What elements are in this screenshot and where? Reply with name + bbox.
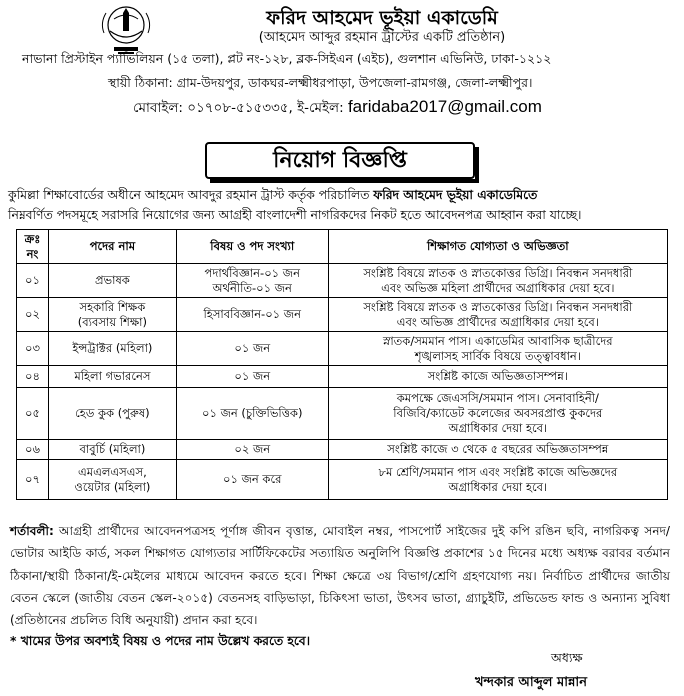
qualification-cell: সংশ্লিষ্ট বিষয়ে স্নাতক ও স্নাতকোত্তর ডিগ্রি। নিবন্ধন সনদধারী এবং অভিজ্ঞ প্রার্থীদের অগ্রাধিকার দেয়া হবে। [328, 298, 667, 332]
intro-text: কুমিল্লা শিক্ষাবোর্ডের অধীনে আহমেদ আবদুর রহমান ট্রাস্ট কর্তৃক পরিচালিত [8, 188, 374, 202]
subject-qty-cell: ০১ জন (চুক্তিভিত্তিক) [176, 388, 328, 440]
header-serial: ক্রঃ নং [17, 230, 49, 264]
post-cell: বাবুর্চি (মহিলা) [48, 440, 176, 460]
serial-cell: ০১ [17, 264, 49, 298]
post-cell: এমএলএসএস, ওয়েটার (মহিলা) [48, 460, 176, 500]
post-cell: মহিলা গভারনেস [48, 366, 176, 388]
terms-label: শর্তাবলী: [10, 524, 54, 538]
serial-cell: ০৪ [17, 366, 49, 388]
notice-title: নিয়োগ বিজ্ঞপ্তি [205, 142, 475, 179]
academy-name: ফরিদ আহমেদ ভূইয়া একাডেমি [266, 7, 498, 29]
qualification-cell: সংশ্লিষ্ট বিষয়ে স্নাতক ও স্নাতকোত্তর ডিগ্রি। নিবন্ধন সনদধারী এবং অভিজ্ঞ মহিলা প্রার্থীদের অগ্রাধিকার দেয়া হবে। [328, 264, 667, 298]
table-header-row [17, 230, 668, 264]
mobile-text: মোবাইল: ০১৭০৮-৫১৫৩৩৫, ই-মেইল: [133, 100, 344, 116]
intro-line-2: নিম্নবর্ণিত পদসমূহে সরাসরি নিয়োগের জন্য আগ্রহী বাংলাদেশী নাগরিকদের নিকট হতে আবেদনপত্র আহ্বান করা যাচ্ছে। [8, 208, 582, 222]
subject-qty-cell: ০১ জন [176, 332, 328, 366]
office-address: নাভানা প্রিস্টাইন প্যাভিলিয়ন (১৫ তলা), প্লট নং-১২৮, ব্লক-সিইএন (এইচ), গুলশান এভিনিউ, ঢাকা-১২১২ [22, 51, 552, 66]
qualification-cell: স্নাতক/সমমান পাস। একাডেমির আবাসিক ছাত্রীদের শৃঙ্খলাসহ সার্বিক বিষয়ে তত্ত্বাবধান। [328, 332, 667, 366]
subject-qty-cell: ০১ জন করে [176, 460, 328, 500]
subject-qty-cell: পদার্থবিজ্ঞান-০১ জন অর্থনীতি-০১ জন [176, 264, 328, 298]
signatory-name: খন্দকার আব্দুল মান্নান [475, 675, 587, 690]
post-cell: প্রভাষক [48, 264, 176, 298]
subject-qty-cell: হিসাববিজ্ঞান-০১ জন [176, 298, 328, 332]
post-cell: সহকারি শিক্ষক (ব্যবসায় শিক্ষা) [48, 298, 176, 332]
header-qualification: শিক্ষাগত যোগ্যতা ও অভিজ্ঞতা [328, 230, 667, 264]
qualification-cell: সংশ্লিষ্ট কাজে অভিজ্ঞতাসম্পন্ন। [328, 366, 667, 388]
serial-cell: ০৩ [17, 332, 49, 366]
table-row [17, 460, 668, 500]
serial-cell: ০৭ [17, 460, 49, 500]
table-row [17, 388, 668, 440]
signatory-designation: অধ্যক্ষ [551, 650, 583, 665]
email-address: faridaba2017@gmail.com [347, 97, 542, 116]
qualification-cell: কমপক্ষে জেএসসি/সমমান পাস। সেনাবাহিনী/ বিজিবি/ক্যাডেট কলেজের অবসরপ্রাপ্ত কুকদের অগ্রাধিকার দেয়া হবে। [328, 388, 667, 440]
table-row [17, 332, 668, 366]
intro-academy-name: ফরিদ আহমেদ ভূইয়া একাডেমিতে [373, 188, 538, 202]
qualification-cell: ৮ম শ্রেণি/সমমান পাস এবং সংশ্লিষ্ট কাজে অভিজ্ঞদের অগ্রাধিকার দেয়া হবে। [328, 460, 667, 500]
terms-text: আগ্রহী প্রার্থীদের আবেদনপত্রসহ পূর্ণাঙ্গ জীবন বৃত্তান্ত, মোবাইল নম্বর, পাসপোর্ট সাইজের দুই কপি রঙিন ছবি, নাগরিকত্ব সনদ/ভোটার আইডি কার্ড, সকল শিক্ষাগত যোগ্যতার সার্টিফিকেটের সত্যায়িত অনুলিপি বিজ্ঞপ্তি প্রকাশের ১৫ দিনের মধ্যে অধ্যক্ষ বরাবর বর্তমান ঠিকানা/স্থায়ী ঠিকানা/ই-মেইলের মাধ্যমে আবেদন করতে হবে। শিক্ষা ক্ষেত্রে ৩য় বিভাগ/শ্রেণি গ্রহণযোগ্য নয়। নির্বাচিত প্রার্থীদের জাতীয় বেতন স্কেলে (জাতীয় বেতন স্কেল-২০১৫) বেতনসহ বাড়িভাড়া, চিকিৎসা ভাতা, উৎসব ভাতা, গ্র্যাচুইটি, প্রভিডেন্ড ফান্ড ও অন্যান্য সুবিধা (প্রতিষ্ঠানের প্রচলিত বিধি অনুযায়ী) প্রদান করা হবে। [10, 524, 670, 628]
envelope-note: * খামের উপর অবশ্যই বিষয় ও পদের নাম উল্লেখ করতে হবে। [10, 634, 311, 648]
table-row [17, 298, 668, 332]
serial-cell: ০২ [17, 298, 49, 332]
serial-cell: ০৫ [17, 388, 49, 440]
contact-line [133, 97, 542, 120]
permanent-address: স্থায়ী ঠিকানা: গ্রাম-উদয়পুর, ডাকঘর-লক্ষ্মীধরপাড়া, উপজেলা-রামগঞ্জ, জেলা-লক্ষ্মীপুর। [108, 75, 533, 90]
terms-paragraph [10, 520, 670, 631]
subject-qty-cell: ০২ জন [176, 440, 328, 460]
qualification-cell: সংশ্লিষ্ট কাজে ৩ থেকে ৫ বছরের অভিজ্ঞতাসম্পন্ন [328, 440, 667, 460]
table-row [17, 366, 668, 388]
header-post: পদের নাম [48, 230, 176, 264]
intro-line-1 [8, 187, 537, 207]
header-subject-qty: বিষয় ও পদ সংখ্যা [176, 230, 328, 264]
table-row [17, 264, 668, 298]
serial-cell: ০৬ [17, 440, 49, 460]
subject-qty-cell: ০১ জন [176, 366, 328, 388]
table-row [17, 440, 668, 460]
post-cell: হেড কুক (পুরুষ) [48, 388, 176, 440]
academy-subtitle: (আহমেদ আব্দুর রহমান ট্রাস্টের একটি প্রতিষ্ঠান) [258, 30, 506, 45]
vacancy-table [16, 229, 668, 500]
post-cell: ইন্সট্রাক্টর (মহিলা) [48, 332, 176, 366]
